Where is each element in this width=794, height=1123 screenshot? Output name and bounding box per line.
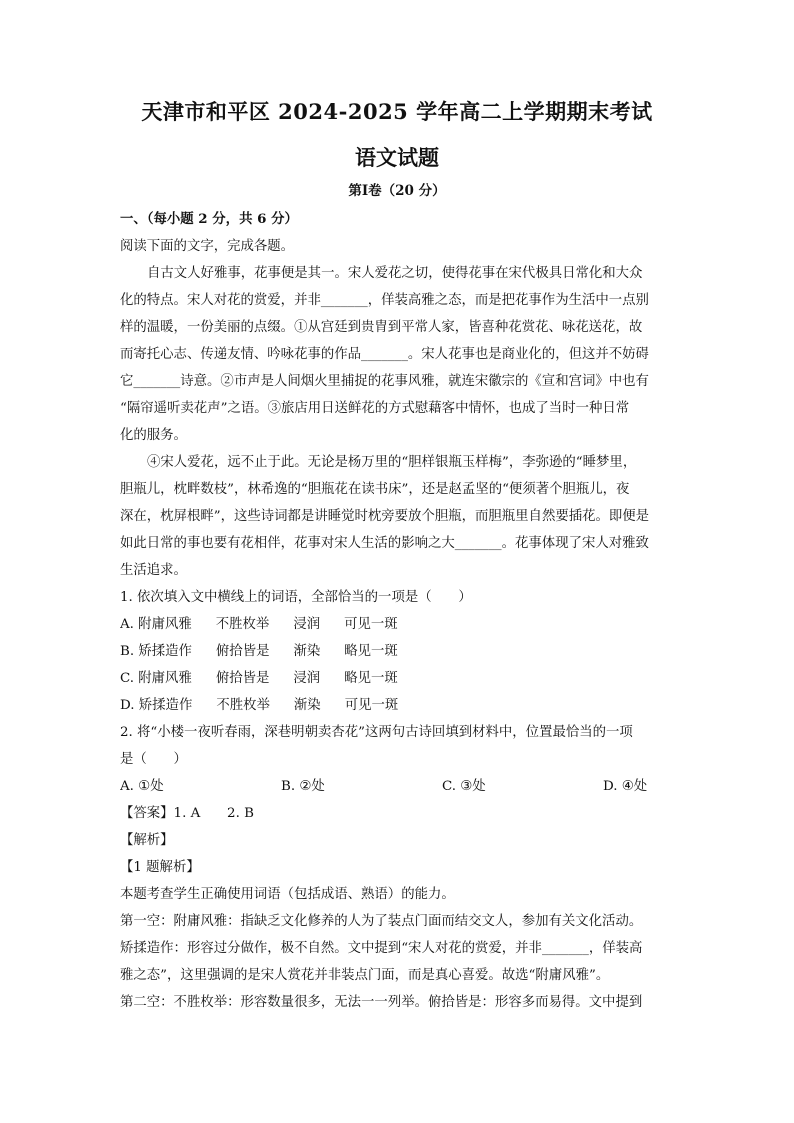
- exam-title: 天津市和平区 2024-2025 学年高二上学期期末考试: [141, 99, 653, 124]
- analysis-line: 矫揉造作：形容过分做作，极不自然。文中提到“宋人对花的赏爱，并非_______，佯装高: [120, 941, 643, 956]
- question-2-options: [120, 773, 676, 800]
- passage-line: 深在，枕屏根畔”，这些诗词都是讲睡觉时枕旁要放个胆瓶，而胆瓶里自然要插花。即便是: [120, 509, 650, 524]
- answer-line: 【答案】1. A 2. B: [120, 806, 254, 821]
- exam-subtitle: 语文试题: [355, 145, 439, 170]
- section-heading: 一、（每小题 2 分，共 6 分）: [120, 211, 298, 227]
- passage-line: 它_______诗意。②市声是人间烟火里捕捉的花事风雅，就连宋徽宗的《宣和宫词》中也有: [120, 374, 649, 389]
- analysis-line: 雅之态”，这里强调的是宋人赏花并非装点门面，而是真心喜爱。故选“附庸风雅”。: [120, 968, 610, 983]
- passage-line: 如此日常的事也要有花相伴，花事对宋人生活的影响之大_______。花事体现了宋人对雅致: [120, 536, 649, 551]
- question-2-stem-cont: 是（ ）: [120, 752, 187, 767]
- passage-line: “隔帘遥听卖花声”之语。③旅店用日送鲜花的方式慰藉客中情怀，也成了当时一种日常: [120, 401, 630, 416]
- document-body: [120, 206, 676, 1016]
- passage-line: 化的服务。: [120, 428, 187, 443]
- question-2-option-b: B. ②处: [281, 779, 325, 794]
- analysis-line: 第一空：附庸风雅：指缺乏文化修养的人为了装点门面而结交文人，参加有关文化活动。: [120, 914, 643, 929]
- question-2-option-d: D. ④处: [603, 779, 648, 794]
- question-1-stem: 1. 依次填入文中横线上的词语，全部恰当的一项是（ ）: [120, 590, 472, 605]
- passage-line: 化的特点。宋人对花的赏爱，并非_______，佯装高雅之态，而是把花事作为生活中一点别: [120, 293, 649, 308]
- question-1-option-d: D. 矫揉造作 不胜枚举 渐染 可见一斑: [120, 698, 399, 713]
- analysis-line: 本题考查学生正确使用词语（包括成语、熟语）的能力。: [120, 887, 455, 902]
- passage-line: 而寄托心志、传递友情、吟咏花事的作品_______。宋人花事也是商业化的，但这并不妨碍: [120, 347, 649, 362]
- passage-line: ④宋人爱花，远不止于此。无论是杨万里的“胆样银瓶玉样梅”，李弥逊的“睡梦里，: [147, 455, 637, 470]
- instruction-text: 阅读下面的文字，完成各题。: [120, 239, 295, 254]
- passage-line: 自古文人好雅事，花事便是其一。宋人爱花之切，使得花事在宋代极具日常化和大众: [147, 266, 643, 281]
- q1-analysis-label: 【1 题解析】: [120, 860, 200, 875]
- question-1-option-a: A. 附庸风雅 不胜枚举 浸润 可见一斑: [120, 617, 398, 632]
- analysis-line: 第二空：不胜枚举：形容数量很多，无法一一列举。俯拾皆是：形容多而易得。文中提到: [120, 995, 643, 1010]
- analysis-label: 【解析】: [120, 833, 174, 848]
- passage-line: 样的温暖，一份美丽的点缀。①从宫廷到贵胄到平常人家，皆喜种花赏花、咏花送花，故: [120, 320, 643, 335]
- passage-line: 生活追求。: [120, 563, 187, 578]
- volume-heading: 第Ⅰ卷（20 分）: [348, 183, 446, 199]
- question-1-option-b: B. 矫揉造作 俯拾皆是 渐染 略见一斑: [120, 644, 398, 659]
- passage-line: 胆瓶儿，枕畔数枝”，林希逸的“胆瓶花在读书床”，还是赵孟坚的“便须著个胆瓶儿，夜: [120, 482, 630, 497]
- question-1-option-c: C. 附庸风雅 俯拾皆是 浸润 略见一斑: [120, 671, 398, 686]
- question-2-option-a: A. ①处: [120, 779, 164, 794]
- question-2-stem: 2. 将“小楼一夜听春雨，深巷明朝卖杏花”这两句古诗回填到材料中，位置最恰当的一项: [120, 725, 633, 740]
- question-2-option-c: C. ③处: [442, 779, 486, 794]
